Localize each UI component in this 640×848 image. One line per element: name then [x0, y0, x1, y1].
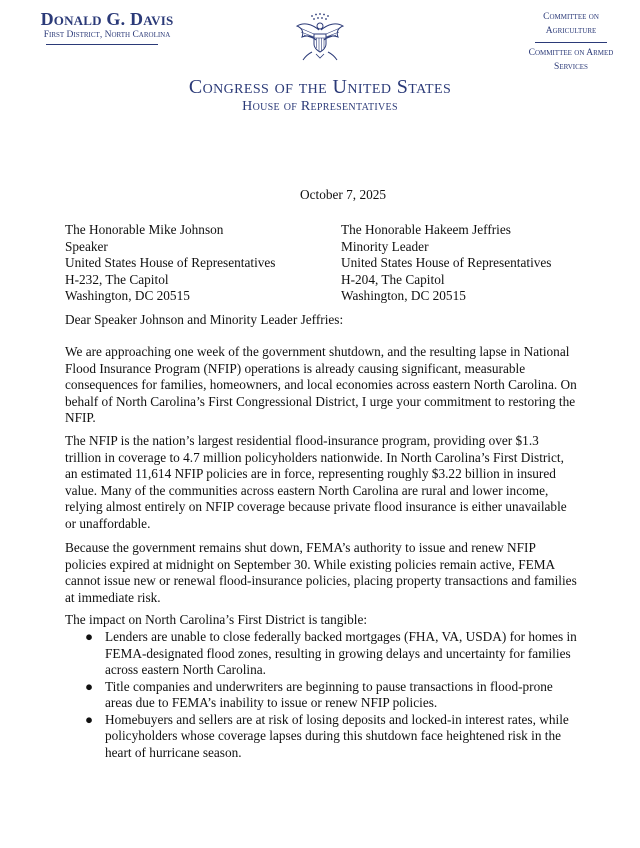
address-line: Washington, DC 20515	[65, 288, 190, 303]
committee-block	[528, 10, 614, 74]
address-line: United States House of Representatives	[65, 255, 276, 270]
body-paragraph: Because the government remains shut down, FEMA’s authority to issue and renew NFIP policies expired at midnight on September 30. While existing policies remain active, FEMA cannot issue new or renewal flood-insurance policies, placing property transactions and families at immediate risk.	[65, 540, 577, 605]
bullet-icon: ●	[85, 629, 94, 644]
committee-divider	[535, 42, 607, 43]
address-line: The Honorable Hakeem Jeffries	[341, 222, 511, 237]
committee-armed-services: Committee on Armed Services	[528, 48, 614, 72]
address-line: Washington, DC 20515	[341, 288, 466, 303]
recipient-address-left	[65, 222, 325, 305]
list-item	[65, 712, 585, 762]
impact-list	[65, 629, 585, 761]
body-paragraph: The impact on North Carolina’s First District is tangible:	[65, 612, 368, 627]
list-item	[65, 629, 585, 679]
congress-title: Congress of the United States	[188, 76, 452, 98]
eagle-seal-icon	[292, 10, 348, 66]
address-line: H-232, The Capitol	[65, 271, 169, 287]
address-line: Speaker	[65, 238, 108, 254]
list-item-text: Homebuyers and sellers are at risk of losing deposits and locked-in interest rates, while policyholders whose coverage lapses during this shutdown face heightened risk in the heart of hurricane season.	[105, 711, 569, 760]
bullet-icon: ●	[85, 678, 94, 694]
letterhead-divider-left	[46, 44, 158, 45]
member-name: Donald G. Davis	[40, 9, 174, 29]
address-line: H-204, The Capitol	[341, 271, 445, 287]
bullet-icon: ●	[85, 711, 94, 727]
address-line: Minority Leader	[341, 238, 429, 254]
member-district: First District, North Carolina	[43, 30, 171, 40]
address-line: United States House of Representatives	[341, 255, 552, 270]
body-paragraph: The NFIP is the nation’s largest residential flood-insurance program, providing over $1.3 trillion in coverage to 4.7 million policyholders nationwide. In North Carolina’s First District, an estimated 11,614 NFIP policies are in force, representing roughly $3.22 billion in insured value. Many of the communities across eastern North Carolina are rural and lower income, relying almost entirely on NFIP coverage because private flood insurance is either unavailable or unaffordable.	[65, 433, 567, 531]
list-item-text: Lenders are unable to close federally backed mortgages (FHA, VA, USDA) for homes in FEMA-designated flood zones, resulting in growing delays and uncertainty for families across eastern North Carolina.	[105, 629, 577, 677]
salutation: Dear Speaker Johnson and Minority Leader Jeffries:	[65, 312, 344, 327]
address-line: The Honorable Mike Johnson	[65, 222, 224, 237]
chamber-title: House of Representatives	[242, 99, 398, 114]
recipient-address-right	[341, 222, 601, 305]
committee-agriculture: Committee on Agriculture	[543, 12, 599, 36]
list-item	[65, 679, 585, 712]
letter-date: October 7, 2025	[300, 187, 387, 202]
list-item-text: Title companies and underwriters are beginning to pause transactions in flood-prone areas due to FEMA’s inability to issue or renew NFIP policies.	[105, 678, 553, 710]
body-paragraph: We are approaching one week of the government shutdown, and the resulting lapse in National Flood Insurance Program (NFIP) operations is already causing significant, measurable consequences for families, homeowners, and local economies across eastern North Carolina. On behalf of North Carolina’s First Congressional District, I urge your commitment to restoring the NFIP.	[65, 344, 577, 425]
member-block	[32, 9, 182, 41]
